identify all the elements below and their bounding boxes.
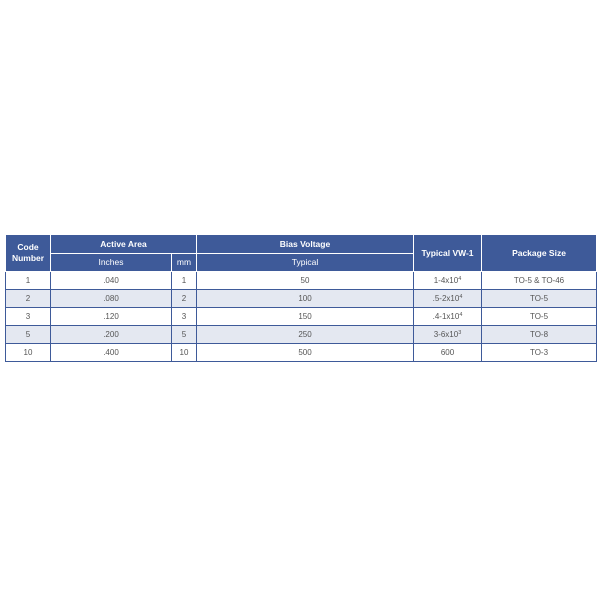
cell-mm: 3 xyxy=(172,308,197,326)
cell-bias: 150 xyxy=(197,308,414,326)
cell-vw1 xyxy=(414,308,482,326)
header-row-top xyxy=(6,235,597,254)
header-inches: Inches xyxy=(51,254,172,272)
header-bias-voltage: Bias Voltage xyxy=(197,235,414,254)
cell-code: 1 xyxy=(6,272,51,290)
header-typical: Typical xyxy=(197,254,414,272)
table-row xyxy=(6,344,597,362)
header-mm: mm xyxy=(172,254,197,272)
cell-code: 3 xyxy=(6,308,51,326)
cell-mm: 2 xyxy=(172,290,197,308)
cell-code: 2 xyxy=(6,290,51,308)
header-typical-vw1: Typical VW-1 xyxy=(414,235,482,272)
cell-vw1 xyxy=(414,272,482,290)
cell-mm: 1 xyxy=(172,272,197,290)
cell-mm: 10 xyxy=(172,344,197,362)
cell-inches: .400 xyxy=(51,344,172,362)
cell-package: TO-5 xyxy=(482,308,597,326)
cell-bias: 50 xyxy=(197,272,414,290)
cell-vw1 xyxy=(414,290,482,308)
vw1-exponent: 4 xyxy=(459,294,463,300)
header-active-area: Active Area xyxy=(51,235,197,254)
cell-package: TO-5 xyxy=(482,290,597,308)
cell-package: TO-5 & TO-46 xyxy=(482,272,597,290)
table-row xyxy=(6,290,597,308)
cell-bias: 500 xyxy=(197,344,414,362)
vw1-base: 3-6x10 xyxy=(433,330,459,339)
table-row xyxy=(6,308,597,326)
vw1-base: 1-4x10 xyxy=(433,276,459,285)
cell-bias: 250 xyxy=(197,326,414,344)
vw1-base: 600 xyxy=(440,348,455,357)
cell-package: TO-3 xyxy=(482,344,597,362)
table-row xyxy=(6,272,597,290)
spec-table xyxy=(5,234,597,362)
cell-vw1 xyxy=(414,344,482,362)
header-package-size: Package Size xyxy=(482,235,597,272)
cell-inches: .080 xyxy=(51,290,172,308)
cell-code: 5 xyxy=(6,326,51,344)
header-code-number: Code Number xyxy=(6,235,51,272)
vw1-base: .5-2x10 xyxy=(432,294,460,303)
cell-bias: 100 xyxy=(197,290,414,308)
vw1-exponent: 4 xyxy=(458,276,462,282)
vw1-exponent: 3 xyxy=(458,330,462,336)
cell-package: TO-8 xyxy=(482,326,597,344)
vw1-base: .4-1x10 xyxy=(432,312,460,321)
cell-inches: .120 xyxy=(51,308,172,326)
cell-mm: 5 xyxy=(172,326,197,344)
vw1-exponent: 4 xyxy=(459,312,463,318)
table-row xyxy=(6,326,597,344)
cell-inches: .200 xyxy=(51,326,172,344)
cell-vw1 xyxy=(414,326,482,344)
cell-inches: .040 xyxy=(51,272,172,290)
cell-code: 10 xyxy=(6,344,51,362)
